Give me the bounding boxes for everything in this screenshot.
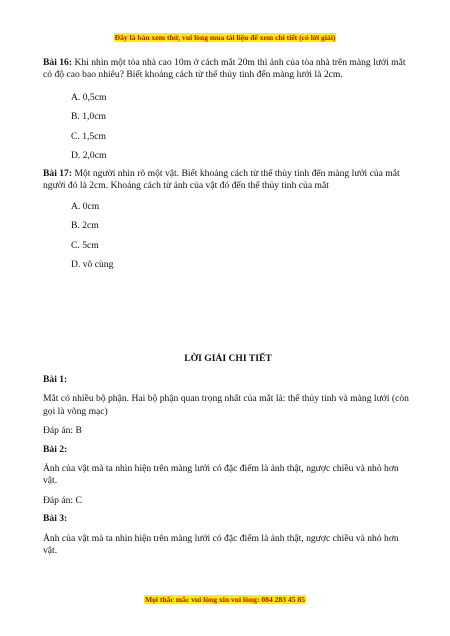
question-16-option-d: D. 2,0cm — [71, 150, 107, 162]
question-16-label: Bài 16: — [43, 57, 73, 68]
header-notice-wrap — [0, 27, 450, 45]
solution-3-text: Ảnh của vật mà ta nhìn hiện trên màng lưới có đặc điểm là ảnh thật, ngược chiều và nhỏ hơn vật. — [43, 532, 399, 557]
question-17-option-d: D. vô cùng — [71, 259, 114, 271]
solution-2-text: Ảnh của vật mà ta nhìn hiện trên màng lưới có đặc điểm là ảnh thật, ngược chiều và nhỏ hơn vật. — [43, 463, 399, 487]
question-17-option-a: A. 0cm — [71, 200, 100, 212]
question-16-option-b: B. 1,0cm — [71, 111, 106, 123]
footer-notice-wrap — [0, 589, 450, 607]
solution-1-answer: Đáp án: B — [43, 425, 82, 437]
solution-2-answer: Đáp án: C — [43, 494, 82, 506]
solution-3-label: Bài 3: — [43, 513, 68, 525]
question-16 — [43, 57, 413, 82]
question-17-text: Một người nhìn rõ một vật. Biết khoảng cách từ thể thủy tinh đến màng lưới của mắt người đó là 2cm. Khoảng cách từ ảnh của vật đó đến thể thủy tinh của mắt — [43, 167, 400, 192]
solutions-title: LỜI GIẢI CHI TIẾT — [184, 352, 272, 364]
question-16-option-c: C. 1,5cm — [71, 130, 106, 142]
solution-1-text: Mắt có nhiều bộ phận. Hai bộ phận quan trọng nhất của mắt là: thể thủy tinh và màng lưới (còn gọi là võng mạc) — [43, 393, 409, 417]
question-17-option-c: C. 5cm — [71, 239, 99, 251]
solution-2-label: Bài 2: — [43, 443, 68, 455]
question-17-option-b: B. 2cm — [71, 220, 99, 232]
question-17-label: Bài 17: — [43, 167, 73, 179]
question-17 — [43, 168, 413, 193]
question-16-option-a: A. 0,5cm — [71, 91, 107, 103]
header-notice: Đây là bản xem thử, vui lòng mua tài liệu để xem chi tiết (có lời giải) — [114, 33, 336, 42]
solution-1-label: Bài 1: — [43, 374, 68, 386]
question-16-text: Khi nhìn một tòa nhà cao 10m ở cách mắt 20m thì ảnh của tòa nhà trên màng lưới mắt có độ cao bao nhiêu? Biết khoảng cách từ thể thủy tinh đến màng lưới là 2cm. — [43, 57, 406, 81]
footer-notice: Mọi thắc mắc vui lòng xin vui lòng: 084 283 45 85 — [144, 595, 306, 604]
document-body — [43, 57, 413, 558]
